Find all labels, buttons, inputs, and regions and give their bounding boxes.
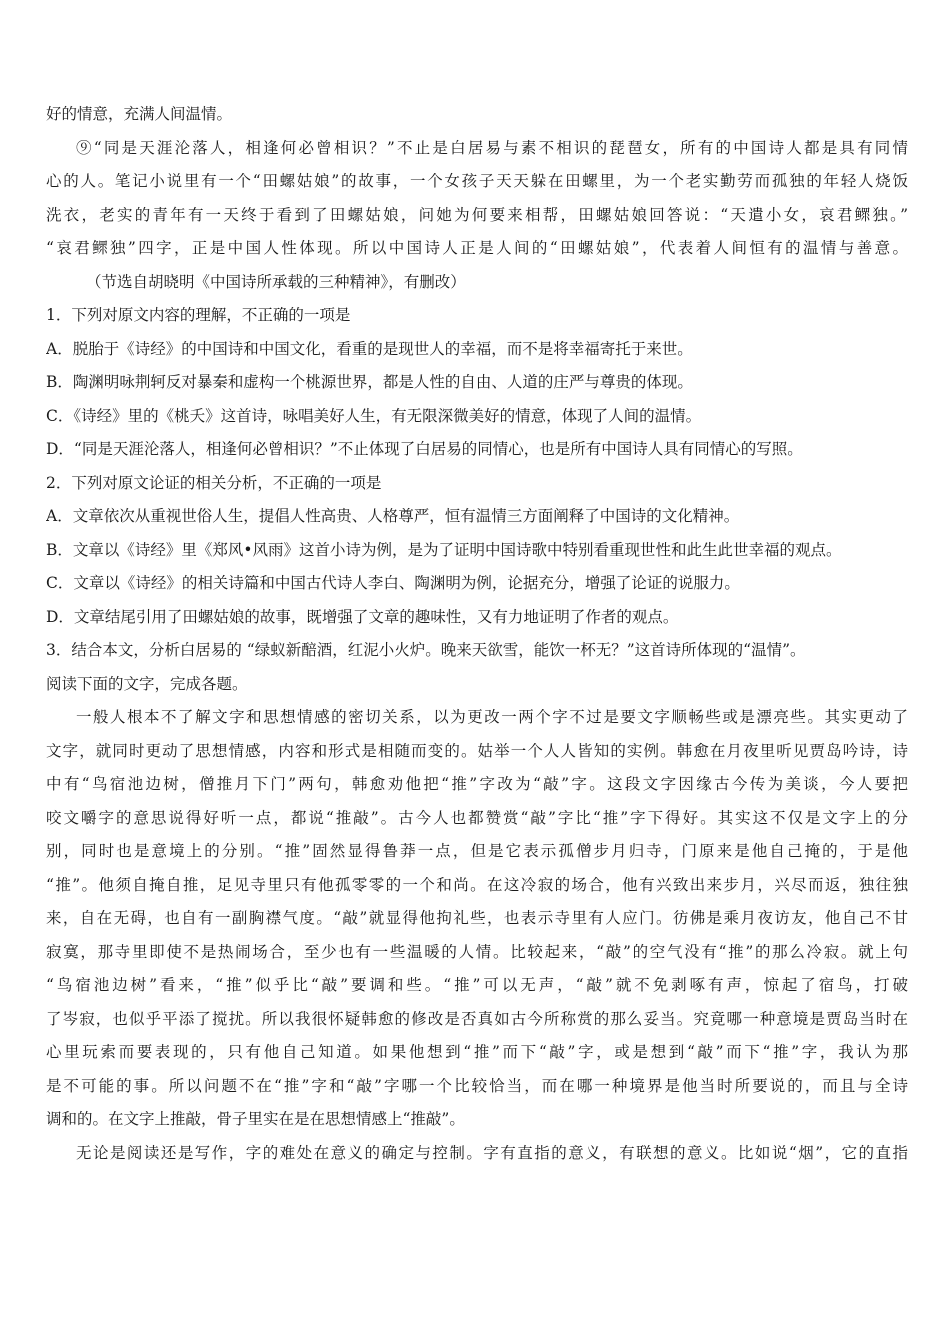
question-2-option-c: C．文章以《诗经》的相关诗篇和中国古代诗人李白、陶渊明为例，论据充分，增强了论证的说服力。 (46, 574, 740, 592)
question-1-option-a: A．脱胎于《诗经》的中国诗和中国文化，看重的是现世人的幸福，而不是将幸福寄托于来世。 (46, 339, 693, 358)
paragraph-line: 无论是阅读还是写作，字的难处在意义的确定与控制。字有直指的意义，有联想的意义。比如说“烟”，它的直指 (76, 1143, 908, 1162)
question-1-option-c: C．《诗经》里的《桃夭》这首诗，咏唱美好人生，有无限深微美好的情意，体现了人间的温情。 (46, 406, 702, 425)
question-1-option-b: B．陶渊明咏荆轲反对暴秦和虚构一个桃源世界，都是人性的自由、人道的庄严与尊贵的体现。 (46, 373, 693, 391)
paragraph-line: 心的人。笔记小说里有一个“田螺姑娘”的故事，一个女孩子天天躲在田螺里，为一个老实勤劳而孤独的年轻人烧饭 (46, 172, 908, 190)
paragraph-line: “鸟宿池边树”看来，“推”似乎比“敲”要调和些。“推”可以无声，“敲”就不免剥啄有声，惊起了宿鸟，打破 (46, 976, 908, 994)
question-1-option-d: D．“同是天涯沦落人，相逢何必曾相识？”不止体现了白居易的同情心，也是所有中国诗人具有同情心的写照。 (46, 440, 803, 458)
reading-instruction: 阅读下面的文字，完成各题。 (46, 674, 248, 693)
question-2-option-d: D．文章结尾引用了田螺姑娘的故事，既增强了文章的趣味性，又有力地证明了作者的观点。 (46, 607, 679, 626)
passage1-tail-line: 好的情意，充满人间温情。 (46, 105, 233, 123)
paragraph-line: “推”。他须自掩自推，足见寺里只有他孤零零的一个和尚。在这冷寂的场合，他有兴致出来步月，兴尽而返，独往独 (46, 875, 908, 894)
paragraph-line: “哀君鳏独”四字，正是中国人性体现。所以中国诗人正是人间的“田螺姑娘”，代表着人间恒有的温情与善意。 (46, 239, 908, 257)
question-3-stem: 3．结合本文，分析白居易的 “绿蚁新醅酒，红泥小火炉。晚来天欲雪，能饮一杯无？”这首诗所体现的“温情”。 (46, 641, 806, 659)
passage1-source-citation: （节选自胡晓明《中国诗所承载的三种精神》，有删改） (86, 272, 466, 291)
paragraph-line: 是不可能的事。所以问题不在“推”字和“敲”字哪一个比较恰当，而在哪一种境界是他当时所要说的，而且与全诗 (46, 1076, 908, 1095)
paragraph-line: 来，自在无碍，也自有一副胸襟气度。“敲”就显得他拘礼些，也表示寺里有人应门。彷佛是乘月夜访友，他自己不甘 (46, 909, 908, 927)
paragraph-line: 一般人根本不了解文字和思想情感的密切关系，以为更改一两个字不过是要文字顺畅些或是漂亮些。其实更动了 (76, 708, 908, 726)
question-2 (46, 467, 908, 635)
question-2-option-b: B．文章以《诗经》里《郑风•风雨》这首小诗为例，是为了证明中国诗歌中特别看重现世性和此生此世幸福的观点。 (46, 540, 842, 559)
question-2-option-a: A．文章依次从重视世俗人生，提倡人性高贵、人格尊严，恒有温情三方面阐释了中国诗的文化精神。 (46, 507, 740, 525)
passage2-paragraph-2 (46, 1137, 908, 1171)
paragraph-line: 心里玩索而要表现的，只有他自己知道。如果他想到“推”而下“敲”字，或是想到“敲”而下“推”字，我认为那 (46, 1043, 908, 1061)
paragraph-line: 寂寞，那寺里即使不是热闹场合，至少也有一些温暖的人情。比较起来，“敲”的空气没有“推”的那么冷寂。就上句 (46, 942, 908, 961)
paragraph-line: ⑨“同是天涯沦落人，相逢何必曾相识？”不止是白居易与素不相识的琵琶女，所有的中国诗人都是具有同情 (76, 138, 908, 157)
paragraph-line: 中有“鸟宿池边树，僧推月下门”两句，韩愈劝他把“推”字改为“敲”字。这段文字因缘古今传为美谈，今人要把 (46, 775, 908, 793)
question-2-stem: 2．下列对原文论证的相关分析，不正确的一项是 (46, 473, 382, 492)
paragraph-line: 文字，就同时更动了思想情感，内容和形式是相随而变的。姑举一个人人皆知的实例。韩愈在月夜里听见贾岛吟诗，诗 (46, 741, 908, 760)
question-1-stem: 1．下列对原文内容的理解，不正确的一项是 (46, 306, 351, 324)
paragraph-line: 了岑寂，也似乎平添了搅扰。所以我很怀疑韩愈的修改是否真如古今所称赏的那么妥当。究竟哪一种意境是贾岛当时在 (46, 1009, 908, 1028)
paragraph-line: 调和的。在文字上推敲，骨子里实在是在思想情感上“推敲”。 (46, 1110, 465, 1128)
paragraph-line: 咬文嚼字的意思说得好听一点，都说“推敲”。古今人也都赞赏“敲”字比“推”字下得好。其实这不仅是文字上的分 (46, 808, 908, 827)
document-page (46, 98, 908, 1170)
paragraph-line: 洗衣，老实的青年有一天终于看到了田螺姑娘，问她为何要来相帮，田螺姑娘回答说：“天遣小女，哀君鳏独。” (46, 205, 908, 224)
question-1 (46, 299, 908, 467)
passage1-paragraph-9 (46, 132, 908, 266)
passage2-paragraph-1 (46, 701, 908, 1137)
paragraph-line: 别，同时也是意境上的分别。“推”固然显得鲁莽一点，但是它表示孤僧步月归寺，门原来是他自己掩的，于是他 (46, 842, 908, 860)
